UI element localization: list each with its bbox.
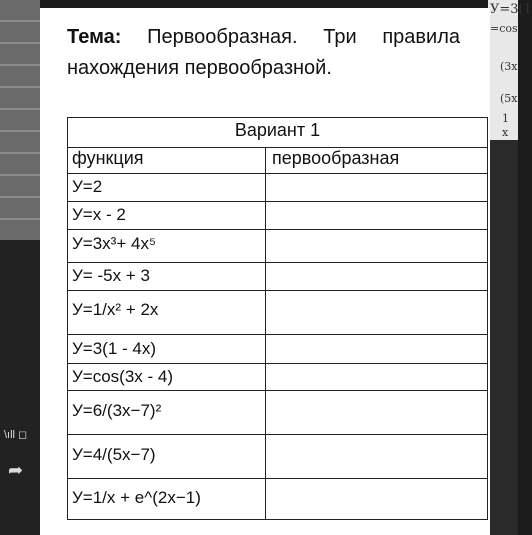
function-cell: У= -5х + 3: [72, 266, 150, 285]
antiderivative-input[interactable]: [266, 435, 487, 477]
function-cell: У=cos(3х - 4): [72, 367, 174, 386]
topic-text: Первообразная. Три правила нахождения первообразной.: [67, 26, 460, 79]
right-fragment-1: У=3(1: [490, 2, 532, 17]
topic-label: Тема:: [67, 26, 122, 48]
header-antiderivative: первообразная: [272, 148, 400, 168]
antiderivative-input[interactable]: [266, 364, 487, 389]
antiderivative-input[interactable]: [266, 202, 487, 228]
table-caption: Вариант 1: [234, 120, 321, 140]
antiderivative-input[interactable]: [266, 174, 487, 200]
header-function: функция: [72, 148, 144, 168]
antiderivative-input[interactable]: [266, 479, 487, 519]
status-bar-fragment: \ıll ◻: [4, 429, 28, 441]
topic-heading: [67, 22, 460, 84]
function-cell: У=2: [72, 177, 103, 196]
right-fragment-5: 1: [502, 112, 509, 125]
background-left-paper: [0, 0, 40, 240]
antiderivative-input[interactable]: [266, 391, 487, 433]
antiderivative-input[interactable]: [266, 263, 487, 289]
function-cell: У=4/(5х−7): [72, 445, 156, 464]
function-cell: У=6/(3х−7)²: [72, 401, 162, 420]
antiderivative-input[interactable]: [266, 230, 487, 261]
function-cell: У=х - 2: [72, 205, 126, 224]
right-fragment-3: (3х: [500, 60, 518, 73]
right-fragment-6: х: [502, 126, 509, 139]
variant-table: [67, 117, 488, 520]
right-fragment-2: =cos: [490, 22, 518, 35]
share-icon[interactable]: ➦: [8, 460, 24, 480]
function-cell: У=1/х + e^(2х−1): [72, 488, 201, 507]
right-fragment-4: (5х: [500, 92, 518, 105]
function-cell: У=3(1 - 4х): [72, 339, 157, 358]
antiderivative-input[interactable]: [266, 335, 487, 362]
table-rule: [68, 147, 487, 148]
function-cell: У=3х³+ 4х⁵: [72, 234, 156, 253]
antiderivative-input[interactable]: [266, 291, 487, 333]
function-cell: У=1/х² + 2х: [72, 300, 159, 319]
